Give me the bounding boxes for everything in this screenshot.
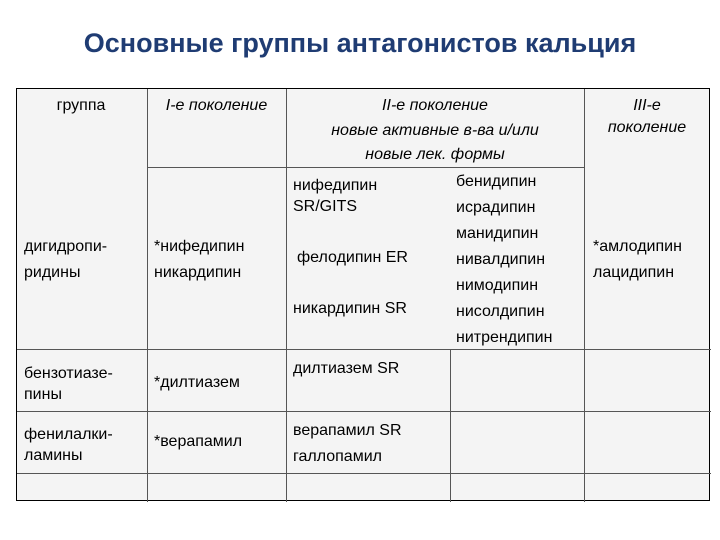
- row1-group-line1: дигидропи-: [24, 238, 108, 255]
- row2-gen1: *дилтиазем: [154, 374, 240, 391]
- row1-gen2b-item: манидипин: [456, 225, 539, 242]
- row1-gen3-line1: *амлодипин: [593, 238, 682, 255]
- header-group: группа: [56, 97, 106, 114]
- row1-gen2a-item: никардипин SR: [293, 300, 407, 317]
- row3-group-line1: фенилалки-: [24, 426, 113, 443]
- row1-gen2b-item: нимодипин: [456, 277, 539, 294]
- row2-group-line2: пины: [24, 386, 62, 403]
- row3-group-line2: ламины: [24, 447, 83, 464]
- row-divider-1: [17, 349, 711, 350]
- row1-gen1-line1: *нифедипин: [154, 238, 245, 255]
- row1-gen2a-item: нифедипин: [293, 177, 378, 194]
- row-divider-2: [17, 411, 711, 412]
- header-gen1: I-е поколение: [165, 97, 268, 114]
- row3-gen1: *верапамил: [154, 433, 243, 450]
- row1-gen2b-item: нитрендипин: [456, 329, 553, 346]
- row2-group-line1: бензотиазе-: [24, 365, 113, 382]
- col-divider-1: [147, 89, 148, 502]
- row3-gen2-line2: галлопамил: [293, 448, 382, 465]
- row1-gen2b-item: нивалдипин: [456, 251, 546, 268]
- header-gen2-line3: новые лек. формы: [365, 146, 505, 163]
- row3-gen2-line1: верапамил SR: [293, 422, 402, 439]
- header-gen2-line2: новые активные в-ва и/или: [331, 122, 539, 139]
- header-gen2-line1: II-е поколение: [382, 97, 488, 114]
- row1-gen2a-item: фелодипин ER: [297, 249, 408, 266]
- row1-group-line2: ридины: [24, 264, 81, 281]
- row1-gen1-line2: никардипин: [154, 264, 242, 281]
- col-divider-3: [584, 89, 585, 502]
- row2-gen2: дилтиазем SR: [293, 360, 400, 377]
- header-gen3-line2: поколение: [607, 119, 687, 136]
- row-divider-header: [147, 167, 584, 168]
- row1-gen2a-item: SR/GITS: [293, 198, 358, 215]
- header-gen3-line1: III-е: [633, 97, 661, 114]
- row1-gen3-line2: лацидипин: [593, 264, 675, 281]
- row1-gen2b-item: нисолдипин: [456, 303, 545, 320]
- row1-gen2b-item: бенидипин: [456, 173, 537, 190]
- row-divider-3: [17, 473, 711, 474]
- row1-gen2b-item: исрадипин: [456, 199, 536, 216]
- col-divider-2b: [450, 349, 451, 502]
- page-title: Основные группы антагонистов кальция: [83, 28, 637, 58]
